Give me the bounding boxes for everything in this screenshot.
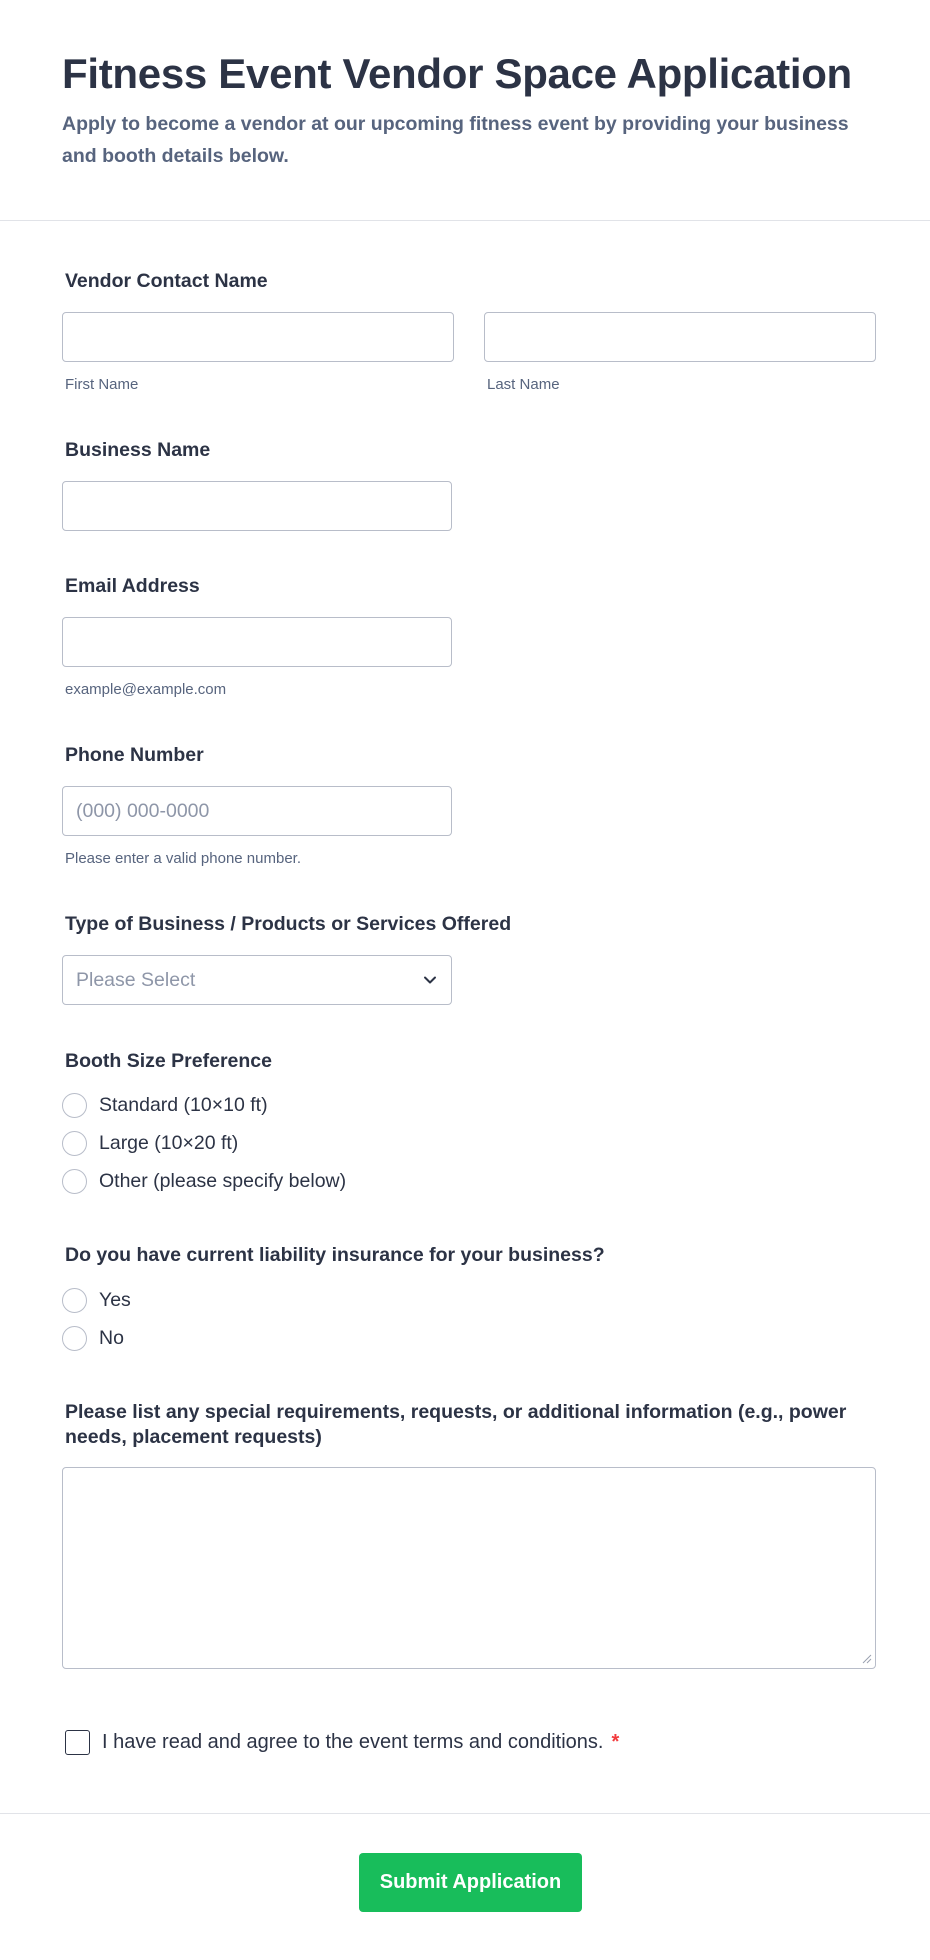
terms-checkbox[interactable] bbox=[65, 1730, 90, 1755]
email-input[interactable] bbox=[62, 617, 452, 667]
radio-button[interactable] bbox=[62, 1326, 87, 1351]
form-header bbox=[0, 0, 930, 221]
vendor-name-label: Vendor Contact Name bbox=[65, 270, 268, 292]
terms-row[interactable] bbox=[65, 1728, 619, 1756]
form-title: Fitness Event Vendor Space Application bbox=[62, 50, 852, 97]
resize-grip-icon[interactable] bbox=[860, 1652, 872, 1664]
booth-option-label: Other (please specify below) bbox=[99, 1169, 347, 1192]
business-name-input[interactable] bbox=[62, 481, 452, 531]
insurance-option-label: Yes bbox=[99, 1288, 131, 1311]
phone-sublabel: Please enter a valid phone number. bbox=[65, 850, 301, 867]
booth-size-label: Booth Size Preference bbox=[65, 1050, 272, 1072]
insurance-option-label: No bbox=[99, 1326, 124, 1349]
insurance-option-yes[interactable] bbox=[62, 1287, 131, 1313]
last-name-sublabel: Last Name bbox=[487, 376, 560, 393]
email-sublabel: example@example.com bbox=[65, 681, 227, 698]
required-mark: * bbox=[611, 1730, 620, 1753]
business-name-label: Business Name bbox=[65, 439, 211, 461]
booth-option-label: Large (10×20 ft) bbox=[99, 1131, 239, 1154]
booth-option-label: Standard (10×10 ft) bbox=[99, 1093, 268, 1116]
radio-button[interactable] bbox=[62, 1131, 87, 1156]
insurance-label: Do you have current liability insurance for your business? bbox=[65, 1244, 605, 1266]
chevron-down-icon bbox=[421, 971, 439, 989]
first-name-input[interactable] bbox=[62, 312, 454, 362]
booth-option-standard[interactable] bbox=[62, 1092, 268, 1118]
form-subtitle: Apply to become a vendor at our upcoming fitness event by providing your business and booth details below. bbox=[62, 113, 849, 167]
phone-input[interactable] bbox=[62, 786, 452, 836]
last-name-input[interactable] bbox=[484, 312, 876, 362]
radio-button[interactable] bbox=[62, 1093, 87, 1118]
radio-button[interactable] bbox=[62, 1169, 87, 1194]
insurance-option-no[interactable] bbox=[62, 1325, 124, 1351]
booth-option-large[interactable] bbox=[62, 1130, 238, 1156]
terms-label: I have read and agree to the event terms and conditions. bbox=[102, 1730, 604, 1753]
phone-label: Phone Number bbox=[65, 744, 204, 766]
booth-option-other[interactable] bbox=[62, 1168, 346, 1194]
submit-button[interactable]: Submit Application bbox=[359, 1853, 582, 1912]
business-type-selected: Please Select bbox=[76, 969, 196, 991]
radio-button[interactable] bbox=[62, 1288, 87, 1313]
form-footer bbox=[0, 1813, 930, 1960]
requirements-label: Please list any special requirements, requests, or additional information (e.g., power needs, placement requests) bbox=[65, 1401, 847, 1448]
business-type-select[interactable] bbox=[62, 955, 452, 1005]
email-label: Email Address bbox=[65, 575, 200, 597]
business-type-label: Type of Business / Products or Services Offered bbox=[65, 913, 512, 935]
first-name-sublabel: First Name bbox=[65, 376, 139, 393]
requirements-textarea[interactable] bbox=[62, 1467, 876, 1669]
